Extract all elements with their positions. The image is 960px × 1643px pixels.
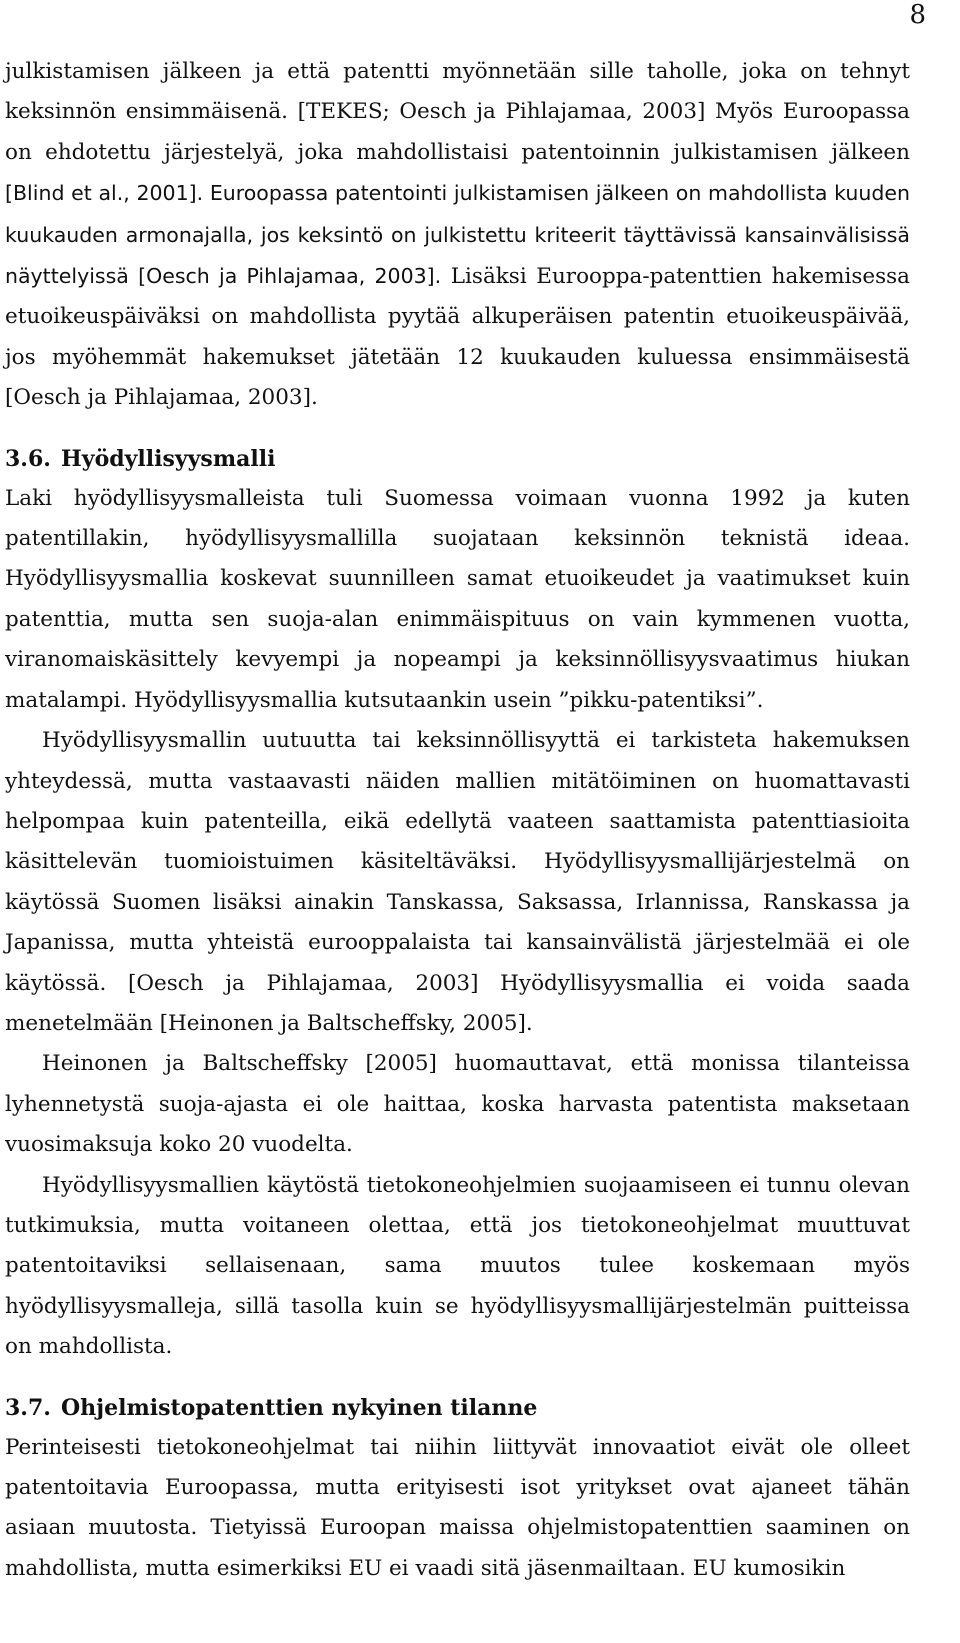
paragraph-intro-part3: Lisäksi Eurooppa-patenttien hakemisessa etuoikeuspäiväksi on mahdollista pyytää alkuperäisen patentin etuoikeuspäivää, jos myöhemmät hakemukset jätetään 12 kuukauden kuluessa ensimmäisestä [Oesch ja Pihlajamaa, 2003]. [5,264,910,411]
paragraph: Hyödyllisyysmallin uutuutta tai keksinnöllisyyttä ei tarkisteta hakemuksen yhteydessä, mutta vastaavasti näiden mallien mitätöiminen on huomattavasti helpompaa kuin patenteilla, eikä edellytä vaateen saattamista patenttiasioita käsittelevän tuomioistuimen käsiteltäväksi. Hyödyllisyysmallijärjestelmä on käytössä Suomen lisäksi ainakin Tanskassa, Saksassa, Irlannissa, Ranskassa ja Japanissa, mutta yhteistä eurooppalaista tai kansainvälistä järjestelmää ei ole käytössä. [Oesch ja Pihlajamaa, 2003] Hyödyllisyysmallia ei voida saada menetelmään [Heinonen ja Baltscheffsky, 2005]. [5,728,910,1036]
section-title: Hyödyllisyysmalli [61,445,276,472]
document-body [5,52,910,1589]
page-number: 8 [909,0,926,30]
paragraph-intro [5,52,910,419]
section-gap [5,1368,910,1388]
paragraph: Perinteisesti tietokoneohjelmat tai niihin liittyvät innovaatiot eivät ole olleet patentoitavia Euroopassa, mutta erityisesti isot yritykset ovat ajaneet tähän asiaan muutosta. Tietyissä Euroopan maissa ohjelmistopatenttien saaminen on mahdollista, mutta esimerkiksi EU ei vaadi sitä jäsenmailtaan. EU kumosikin [5,1434,910,1581]
paragraph: Heinonen ja Baltscheffsky [2005] huomauttavat, että monissa tilanteissa lyhennetystä suoja-ajasta ei ole haittaa, koska harvasta patentista maksetaan vuosimaksuja koko 20 vuodelta. [5,1051,910,1158]
section-title: Ohjelmistopatenttien nykyinen tilanne [61,1394,538,1421]
section-heading-3-6 [5,439,910,479]
paragraph: Laki hyödyllisyysmalleista tuli Suomessa voimaan vuonna 1992 ja kuten patentillakin, hyödyllisyysmallilla suojataan keksinnön teknistä ideaa. Hyödyllisyysmallia koskevat suunnilleen samat etuoikeudet ja vaatimukset kuin patenttia, mutta sen suoja-alan enimmäispituus on vain kymmenen vuotta, viranomaiskäsittely kevyempi ja nopeampi ja keksinnöllisyysvaatimus hiukan matalampi. Hyödyllisyysmallia kutsutaankin usein ”pikku-patentiksi”. [5,485,910,713]
section-heading-3-7 [5,1388,910,1428]
paragraph: Hyödyllisyysmallien käytöstä tietokoneohjelmien suojaamiseen ei tunnu olevan tutkimuksia, mutta voitaneen olettaa, että jos tietokoneohjelmat muuttuvat patentoitaviksi sellaisenaan, sama muutos tulee koskemaan myös hyödyllisyysmalleja, sillä tasolla kuin se hyödyllisyysmallijärjestelmän puitteissa on mahdollista. [5,1172,910,1360]
section-gap [5,419,910,439]
section-number: 3.6. [5,445,51,472]
paragraph-intro-part1: julkistamisen jälkeen ja että patentti myönnetään sille taholle, joka on tehnyt keksinnön ensimmäisenä. [TEKES; Oesch ja Pihlajamaa, 2003] Myös Euroopassa on ehdotettu järjestelyä, joka mahdollistaisi patentoinnin julkistamisen jälkeen [5,59,910,165]
paragraph-intro-part2: [Blind et al., 2001]. Euroopassa patentointi julkistamisen jälkeen on mahdollista kuuden kuukauden armonajalla, jos keksintö on julkistettu kriteerit täyttävissä kansainvälisissä näyttelyissä [Oesch ja Pihlajamaa, 2003]. [5,181,910,289]
section-number: 3.7. [5,1394,51,1421]
